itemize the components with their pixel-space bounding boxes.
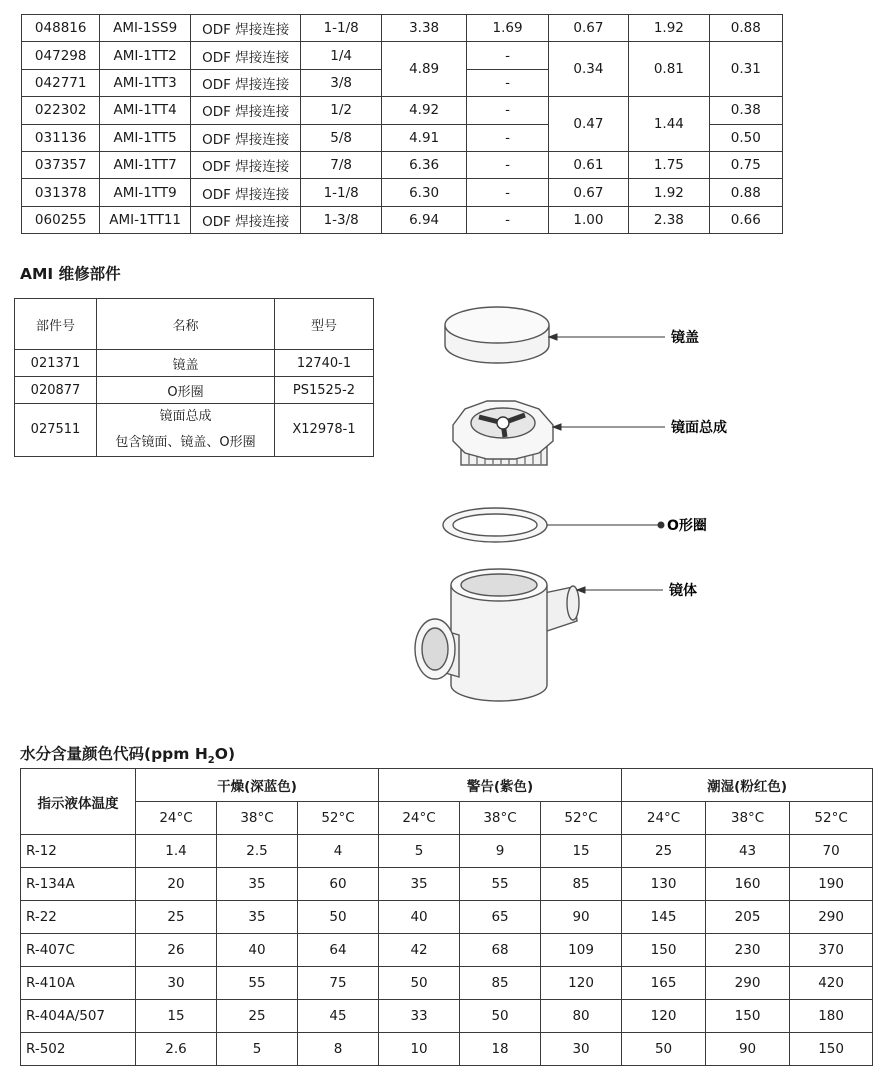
value-c-cell: 1.00	[548, 206, 628, 233]
table-row	[22, 179, 783, 206]
ppm-value: 55	[460, 868, 541, 901]
part-number: 020877	[15, 377, 97, 404]
model-cell: AMI-1TT5	[100, 124, 190, 151]
model-cell: AMI-1TT9	[100, 179, 190, 206]
table-row	[22, 206, 783, 233]
body-illustration	[415, 569, 579, 701]
value-e-cell: 0.50	[709, 124, 782, 151]
ppm-value: 25	[136, 901, 217, 934]
part-name: 镜盖	[97, 350, 275, 377]
section-title-ami: AMI 维修部件	[20, 265, 121, 283]
temperature-header: 38°C	[217, 802, 298, 835]
ppm-value: 50	[460, 1000, 541, 1033]
ppm-value: 145	[622, 901, 706, 934]
callout-body: 镜体	[669, 583, 697, 599]
table-row	[22, 42, 783, 69]
connection-cell: ODF 焊接连接	[190, 206, 301, 233]
value-b-cell: 1.69	[467, 15, 548, 42]
part-number-cell: 031136	[22, 124, 100, 151]
ppm-value: 180	[790, 1000, 873, 1033]
ppm-value: 150	[790, 1033, 873, 1066]
size-cell: 1-1/8	[301, 179, 381, 206]
value-e-cell: 0.31	[709, 42, 782, 97]
part-name-cell	[97, 404, 275, 457]
ppm-value: 70	[790, 835, 873, 868]
mirror-assembly-illustration	[453, 401, 553, 465]
ppm-value: 90	[706, 1033, 790, 1066]
refrigerant-name: R-22	[21, 901, 136, 934]
ppm-value: 30	[136, 967, 217, 1000]
part-number-cell: 042771	[22, 69, 100, 96]
ppm-value: 45	[298, 1000, 379, 1033]
ppm-value: 190	[790, 868, 873, 901]
table-row	[21, 934, 873, 967]
model-cell: AMI-1TT3	[100, 69, 190, 96]
table-row	[21, 1033, 873, 1066]
part-number-cell: 048816	[22, 15, 100, 42]
refrigerant-name: R-134A	[21, 868, 136, 901]
value-c-cell: 0.47	[548, 97, 628, 152]
value-b-cell: -	[467, 42, 548, 69]
refrigerant-name: R-404A/507	[21, 1000, 136, 1033]
value-a-cell: 4.92	[381, 97, 466, 124]
size-cell: 1/4	[301, 42, 381, 69]
part-number: 021371	[15, 350, 97, 377]
part-name: O形圈	[97, 377, 275, 404]
ppm-value: 30	[541, 1033, 622, 1066]
value-a-cell: 6.36	[381, 151, 466, 178]
value-d-cell: 1.92	[629, 15, 709, 42]
ppm-value: 10	[379, 1033, 460, 1066]
value-a-cell: 6.30	[381, 179, 466, 206]
ppm-value: 130	[622, 868, 706, 901]
part-number-cell: 037357	[22, 151, 100, 178]
value-a-cell: 3.38	[381, 15, 466, 42]
temperature-header: 52°C	[298, 802, 379, 835]
ppm-value: 40	[379, 901, 460, 934]
value-b-cell: -	[467, 69, 548, 96]
moisture-title-prefix: 水分含量颜色代码(ppm H	[20, 745, 208, 763]
model-cell: AMI-1TT2	[100, 42, 190, 69]
size-cell: 1-1/8	[301, 15, 381, 42]
ppm-value: 42	[379, 934, 460, 967]
part-number-cell: 031378	[22, 179, 100, 206]
ppm-value: 150	[706, 1000, 790, 1033]
ppm-value: 90	[541, 901, 622, 934]
group-header-dry: 干燥(深蓝色)	[136, 769, 379, 802]
ppm-value: 420	[790, 967, 873, 1000]
value-c-cell: 0.67	[548, 15, 628, 42]
ppm-value: 64	[298, 934, 379, 967]
callout-o-ring: O形圈	[667, 518, 707, 534]
value-e-cell: 0.88	[709, 15, 782, 42]
ppm-value: 4	[298, 835, 379, 868]
model-cell: AMI-1SS9	[100, 15, 190, 42]
ppm-value: 160	[706, 868, 790, 901]
table-row	[21, 901, 873, 934]
temperature-header: 24°C	[136, 802, 217, 835]
ppm-value: 65	[460, 901, 541, 934]
ppm-value: 109	[541, 934, 622, 967]
ppm-value: 25	[622, 835, 706, 868]
o-ring-illustration	[443, 508, 547, 542]
table-row	[21, 835, 873, 868]
ppm-value: 370	[790, 934, 873, 967]
temperature-header: 38°C	[460, 802, 541, 835]
table-row	[22, 15, 783, 42]
ppm-value: 55	[217, 967, 298, 1000]
ppm-value: 35	[379, 868, 460, 901]
part-number-cell: 022302	[22, 97, 100, 124]
size-cell: 5/8	[301, 124, 381, 151]
ppm-value: 5	[379, 835, 460, 868]
ppm-value: 68	[460, 934, 541, 967]
value-b-cell: -	[467, 124, 548, 151]
ppm-value: 43	[706, 835, 790, 868]
ppm-value: 80	[541, 1000, 622, 1033]
part-number: 027511	[15, 404, 97, 457]
connection-cell: ODF 焊接连接	[190, 124, 301, 151]
ppm-value: 25	[217, 1000, 298, 1033]
connection-cell: ODF 焊接连接	[190, 42, 301, 69]
ppm-value: 85	[460, 967, 541, 1000]
table-row	[15, 404, 374, 457]
temperature-header: 52°C	[541, 802, 622, 835]
size-cell: 1-3/8	[301, 206, 381, 233]
value-b-cell: -	[467, 151, 548, 178]
refrigerant-name: R-410A	[21, 967, 136, 1000]
ppm-value: 40	[217, 934, 298, 967]
refrigerant-name: R-502	[21, 1033, 136, 1066]
temperature-header: 52°C	[790, 802, 873, 835]
part-model: 12740-1	[275, 350, 374, 377]
value-d-cell: 2.38	[629, 206, 709, 233]
ppm-value: 120	[541, 967, 622, 1000]
ppm-value: 2.6	[136, 1033, 217, 1066]
ppm-value: 290	[790, 901, 873, 934]
temperature-header: 24°C	[622, 802, 706, 835]
ppm-value: 50	[622, 1033, 706, 1066]
value-e-cell: 0.66	[709, 206, 782, 233]
moisture-title-sub: 2	[207, 755, 215, 767]
table-row	[21, 868, 873, 901]
group-header-wet: 潮湿(粉红色)	[622, 769, 873, 802]
parts-header-model: 型号	[275, 299, 374, 350]
part-model: PS1525-2	[275, 377, 374, 404]
model-cell: AMI-1TT11	[100, 206, 190, 233]
part-name: 镜面总成	[159, 409, 212, 424]
temperature-header: 38°C	[706, 802, 790, 835]
ppm-value: 18	[460, 1033, 541, 1066]
value-b-cell: -	[467, 179, 548, 206]
value-b-cell: -	[467, 97, 548, 124]
sight-glass-exploded-diagram	[395, 285, 775, 715]
ppm-value: 165	[622, 967, 706, 1000]
ppm-value: 2.5	[217, 835, 298, 868]
value-d-cell: 0.81	[629, 42, 709, 97]
value-a-cell: 6.94	[381, 206, 466, 233]
spec-table	[21, 14, 783, 234]
table-row	[22, 151, 783, 178]
value-e-cell: 0.88	[709, 179, 782, 206]
model-cell: AMI-1TT7	[100, 151, 190, 178]
ppm-value: 205	[706, 901, 790, 934]
part-number-cell: 060255	[22, 206, 100, 233]
value-c-cell: 0.67	[548, 179, 628, 206]
ppm-value: 15	[541, 835, 622, 868]
moisture-title-suffix: O)	[214, 745, 236, 763]
table-row	[15, 377, 374, 404]
ppm-value: 35	[217, 868, 298, 901]
ppm-value: 9	[460, 835, 541, 868]
value-b-cell: -	[467, 206, 548, 233]
ppm-value: 230	[706, 934, 790, 967]
table-row	[22, 97, 783, 124]
size-cell: 7/8	[301, 151, 381, 178]
moisture-table	[20, 768, 873, 1066]
value-c-cell: 0.61	[548, 151, 628, 178]
connection-cell: ODF 焊接连接	[190, 151, 301, 178]
ppm-value: 1.4	[136, 835, 217, 868]
callout-mirror-assembly: 镜面总成	[671, 420, 727, 436]
value-e-cell: 0.75	[709, 151, 782, 178]
parts-header-name: 名称	[97, 299, 275, 350]
value-a-cell: 4.91	[381, 124, 466, 151]
ppm-value: 35	[217, 901, 298, 934]
model-cell: AMI-1TT4	[100, 97, 190, 124]
refrigerant-name: R-12	[21, 835, 136, 868]
ppm-value: 5	[217, 1033, 298, 1066]
table-row	[21, 967, 873, 1000]
ppm-value: 15	[136, 1000, 217, 1033]
value-d-cell: 1.44	[629, 97, 709, 152]
value-c-cell: 0.34	[548, 42, 628, 97]
table-row	[21, 1000, 873, 1033]
temperature-header: 24°C	[379, 802, 460, 835]
ppm-value: 60	[298, 868, 379, 901]
ppm-value: 75	[298, 967, 379, 1000]
cap-illustration	[445, 307, 549, 363]
value-a-cell: 4.89	[381, 42, 466, 97]
table-row	[15, 350, 374, 377]
connection-cell: ODF 焊接连接	[190, 179, 301, 206]
ppm-value: 150	[622, 934, 706, 967]
ppm-value: 26	[136, 934, 217, 967]
section-title-moisture	[20, 742, 235, 766]
ppm-value: 120	[622, 1000, 706, 1033]
ppm-value: 33	[379, 1000, 460, 1033]
connection-cell: ODF 焊接连接	[190, 97, 301, 124]
ppm-value: 50	[379, 967, 460, 1000]
value-e-cell: 0.38	[709, 97, 782, 124]
temperature-header-row	[21, 802, 873, 835]
connection-cell: ODF 焊接连接	[190, 15, 301, 42]
refrigerant-name: R-407C	[21, 934, 136, 967]
ppm-value: 290	[706, 967, 790, 1000]
size-cell: 1/2	[301, 97, 381, 124]
moisture-corner-header: 指示液体温度	[21, 769, 136, 835]
size-cell: 3/8	[301, 69, 381, 96]
part-model: X12978-1	[275, 404, 374, 457]
ppm-value: 20	[136, 868, 217, 901]
parts-header-part: 部件号	[15, 299, 97, 350]
part-name-detail: 包含镜面、镜盖、O形圈	[115, 435, 256, 450]
callout-cap: 镜盖	[671, 330, 699, 346]
value-d-cell: 1.75	[629, 151, 709, 178]
ppm-value: 50	[298, 901, 379, 934]
value-d-cell: 1.92	[629, 179, 709, 206]
connection-cell: ODF 焊接连接	[190, 69, 301, 96]
part-number-cell: 047298	[22, 42, 100, 69]
group-header-warning: 警告(紫色)	[379, 769, 622, 802]
ppm-value: 85	[541, 868, 622, 901]
ppm-value: 8	[298, 1033, 379, 1066]
parts-table	[14, 298, 374, 457]
